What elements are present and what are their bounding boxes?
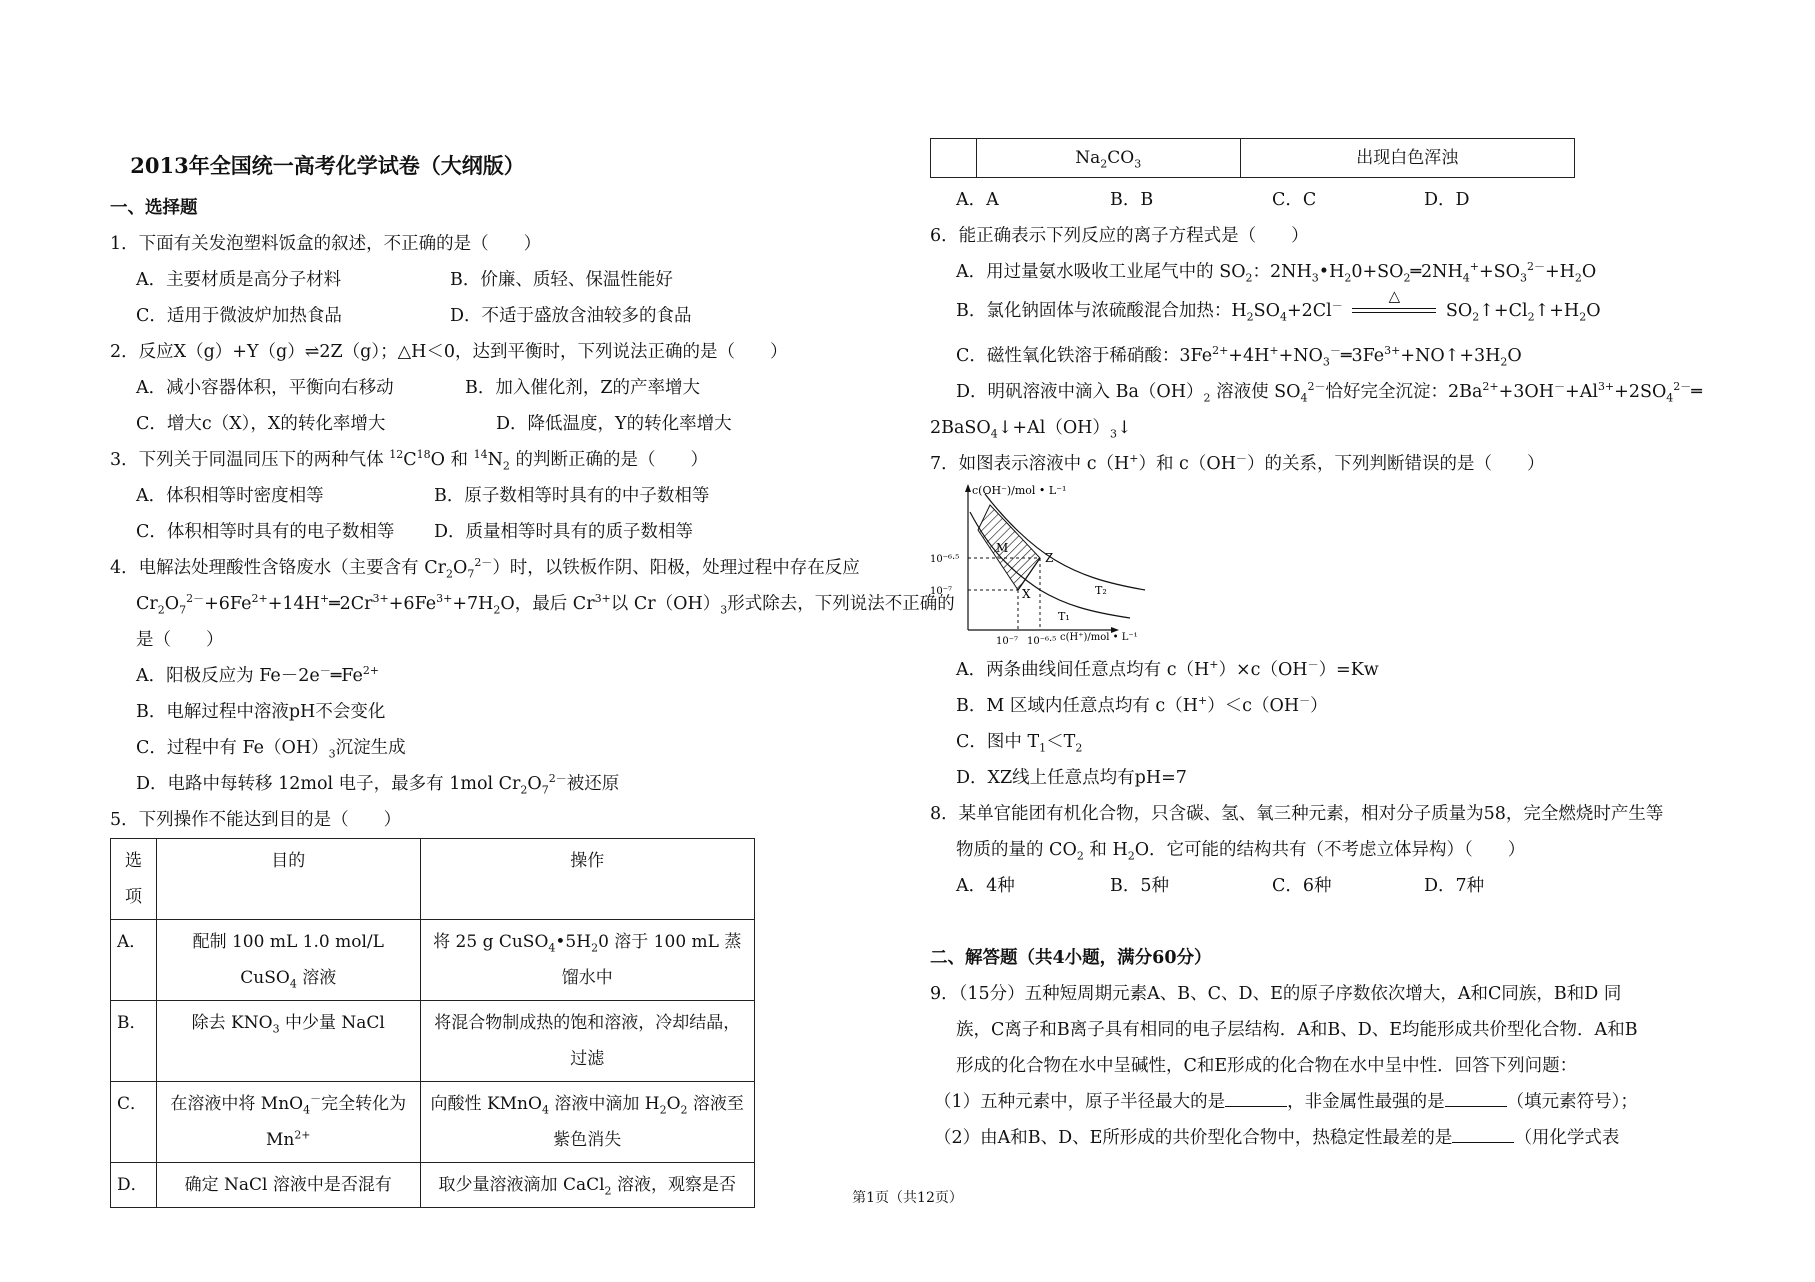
q8-line-2: 物质的量的 $CO_2$ 和 $H_2O$．它可能的结构共有（不考虑立体异构）（ ） bbox=[956, 840, 1526, 863]
q9-part-2-text-a: （2）由A和B、D、E所形成的共价型化合物中，热稳定性最差的是 bbox=[934, 1128, 1453, 1148]
answer-blank[interactable] bbox=[1225, 1092, 1287, 1107]
table-row bbox=[111, 920, 755, 1001]
graph-label-x: X bbox=[1022, 587, 1031, 601]
heating-condition: △ bbox=[1388, 286, 1401, 305]
q3-stem: 3．下列关于同温同压下的两种气体 $^{12}C^{18}O$ 和 $^{14}N_2$ 的判断正确的是（ ） bbox=[110, 448, 708, 473]
table-row bbox=[931, 139, 1575, 178]
q6-option-a: A．用过量氨水吸收工业尾气中的 $SO_2$：$2NH_3•H_20+SO_2═2NH_4^++SO_3^{2-}+H_2O$ bbox=[956, 260, 1597, 285]
row-operation: 将混合物制成热的饱和溶液，冷却结晶，过滤 bbox=[420, 1001, 755, 1082]
region-m bbox=[978, 505, 1040, 590]
q4-option-d: D．电路中每转移 12mol 电子，最多有 1mol $Cr_2O_7^{2-}$被还原 bbox=[136, 772, 620, 797]
graph-y1: 10⁻⁶·⁵ bbox=[930, 554, 960, 565]
q2-option-d: D．降低温度，Y的转化率增大 bbox=[496, 414, 732, 434]
graph-label-t2: T₂ bbox=[1095, 584, 1107, 597]
q1-option-a: A．主要材质是高分子材料 bbox=[136, 270, 342, 290]
q8-option-c: C．6种 bbox=[1272, 876, 1332, 896]
graph-x1: 10⁻⁷ bbox=[996, 636, 1019, 647]
graph-label-z: Z bbox=[1045, 551, 1054, 565]
row-purpose: $Na_2CO_3$ bbox=[976, 139, 1240, 178]
q7-option-d: D．XZ线上任意点均有pH=7 bbox=[956, 768, 1187, 788]
q3-option-a: A．体积相等时密度相等 bbox=[136, 486, 324, 506]
q8-line-1: 8．某单官能团有机化合物，只含碳、氢、氧三种元素，相对分子质量为58，完全燃烧时产生等 bbox=[930, 804, 1664, 824]
q9-part-1-text-a: （1）五种元素中，原子半径最大的是 bbox=[934, 1092, 1226, 1112]
q7-stem: 7．如图表示溶液中 c（H+）和 c（OH－）的关系，下列判断错误的是（ ） bbox=[930, 452, 1545, 474]
header-operation: 操作 bbox=[420, 839, 755, 920]
q3-option-b: B．原子数相等时具有的中子数相等 bbox=[434, 486, 710, 506]
q6-option-c: C．磁性氧化铁溶于稀硝酸：$3Fe^{2+}+4H^++NO_3^-═3Fe^{3+}+NO↑+3H_2O$ bbox=[956, 344, 1522, 369]
q6-option-d: D．明矾溶液中滴入 $Ba(OH)_2$ 溶液使 $SO_4^{2-}$恰好完全沉淀：$2Ba^{2+}+3OH^-+Al^{3+}+2SO_4^{2-}═$ bbox=[956, 380, 1702, 405]
q5-option-c: C．C bbox=[1272, 190, 1317, 210]
q3-option-d: D．质量相等时具有的质子数相等 bbox=[434, 522, 694, 542]
q8-option-b: B．5种 bbox=[1110, 876, 1169, 896]
y-axis-arrow-icon bbox=[965, 484, 971, 492]
header-purpose: 目的 bbox=[156, 839, 420, 920]
table-row bbox=[111, 1082, 755, 1163]
q8-option-d: D．7种 bbox=[1424, 876, 1485, 896]
q2-option-c: C．增大c（X），X的转化率增大 bbox=[136, 414, 386, 434]
equals-sign-icon bbox=[1352, 308, 1436, 313]
row-label: D． bbox=[111, 1163, 157, 1208]
row-label: C． bbox=[111, 1082, 157, 1163]
q5-stem: 5．下列操作不能达到目的是（ ） bbox=[110, 810, 402, 830]
q1-option-d: D．不适于盛放含油较多的食品 bbox=[450, 306, 692, 326]
q4-option-a: A．阳极反应为 $Fe-2e^-═Fe^{2+}$ bbox=[136, 664, 380, 686]
header-option: 选项 bbox=[111, 839, 157, 920]
q4-option-b: B．电解过程中溶液pH不会变化 bbox=[136, 702, 386, 722]
row-operation: 取少量溶液滴加 CaCl$_2$ 溶液，观察是否 bbox=[420, 1163, 755, 1208]
graph-label-t1: T₁ bbox=[1058, 610, 1070, 623]
q1-option-b: B．价廉、质轻、保温性能好 bbox=[450, 270, 673, 290]
q6-option-b-right: $SO_2↑+Cl_2↑+H_2O$ bbox=[1445, 301, 1601, 324]
q5-option-a: A．A bbox=[956, 190, 999, 210]
q4-line-2: $Cr_2O_7^{2-}+6Fe^{2+}+14H^+═2Cr^{3+}+6Fe^{3+}+7H_2O$，最后 $Cr^{3+}$以 $Cr(OH)_3$形式除去，下列说法不正确的 bbox=[136, 592, 955, 617]
q2-option-b: B．加入催化剂，Z的产率增大 bbox=[465, 378, 701, 398]
q5-option-b: B．B bbox=[1110, 190, 1154, 210]
section-1-heading: 一、选择题 bbox=[110, 198, 198, 218]
table-row bbox=[111, 1001, 755, 1082]
q7-option-a: A．两条曲线间任意点均有 c（H+）×c（OH－）=Kw bbox=[956, 658, 1379, 680]
row-operation: 将 25 g $CuSO_4•5H_20$ 溶于 100 mL 蒸馏水中 bbox=[420, 920, 755, 1001]
q9-line-1: 9．（15分）五种短周期元素A、B、C、D、E的原子序数依次增大，A和C同族，B和D 同 bbox=[930, 984, 1622, 1004]
row-operation: 出现白色浑浊 bbox=[1240, 139, 1574, 178]
q6-stem: 6．能正确表示下列反应的离子方程式是（ ） bbox=[930, 226, 1309, 246]
graph-ylabel: c(OH⁻)/mol • L⁻¹ bbox=[972, 484, 1067, 497]
q6-option-b bbox=[956, 286, 1601, 324]
q4-option-c: C．过程中有 $Fe(OH)_3$沉淀生成 bbox=[136, 738, 406, 761]
q9-line-3: 形成的化合物在水中呈碱性，C和E形成的化合物在水中呈中性．回答下列问题： bbox=[956, 1056, 1578, 1076]
q9-part-1-text-c: （填元素符号）； bbox=[1506, 1092, 1638, 1112]
q9-part-1 bbox=[934, 1088, 1638, 1113]
row-purpose: 除去 $KNO_3$ 中少量 NaCl bbox=[156, 1001, 420, 1082]
row-label: A． bbox=[111, 920, 157, 1001]
section-2-heading: 二、解答题（共4小题，满分60分） bbox=[930, 948, 1212, 968]
q7-graph bbox=[930, 480, 1190, 650]
q3-option-c: C．体积相等时具有的电子数相等 bbox=[136, 522, 395, 542]
q4-line-1: 4．电解法处理酸性含铬废水（主要含有 $Cr_2O_7^{2-}$）时，以铁板作阴、阳极，处理过程中存在反应 bbox=[110, 556, 860, 581]
row-purpose: 在溶液中将 MnO$_4$－完全转化为 $Mn^{2+}$ bbox=[156, 1082, 420, 1163]
row-purpose: 配制 100 mL 1.0 mol/L CuSO$_4$ 溶液 bbox=[156, 920, 420, 1001]
q9-part-1-text-b: ，非金属性最强的是 bbox=[1287, 1092, 1445, 1112]
q4-line-3: 是（ ） bbox=[136, 630, 224, 650]
q5-table-header bbox=[111, 839, 755, 920]
q5-table-continued bbox=[930, 138, 1575, 178]
graph-x2: 10⁻⁶·⁵ bbox=[1027, 636, 1057, 647]
q9-part-2-text-b: （用化学式表 bbox=[1514, 1128, 1620, 1148]
q5-option-d: D．D bbox=[1424, 190, 1470, 210]
q7-option-b: B．M 区域内任意点均有 c（H+）＜c（OH－） bbox=[956, 694, 1328, 716]
q5-table bbox=[110, 838, 755, 1208]
row-operation: 向酸性 KMnO$_4$ 溶液中滴加 $H_2O_2$ 溶液至紫色消失 bbox=[420, 1082, 755, 1163]
graph-y2: 10⁻⁷ bbox=[930, 586, 953, 597]
answer-blank[interactable] bbox=[1445, 1092, 1507, 1107]
heating-arrow bbox=[1348, 286, 1440, 321]
graph-label-m: M bbox=[996, 541, 1009, 555]
q6-option-d-cont: $2BaSO_4↓+Al(OH)_3↓$ bbox=[930, 418, 1132, 441]
row-label bbox=[931, 139, 977, 178]
q6-option-b-left: B．氯化钠固体与浓硫酸混合加热：$H_2SO_4+2Cl^-$ bbox=[956, 299, 1343, 324]
row-purpose: 确定 NaCl 溶液中是否混有 bbox=[156, 1163, 420, 1208]
q2-stem: 2．反应X（g）+Y（g）⇌2Z（g）；△H＜0，达到平衡时，下列说法正确的是（ ） bbox=[110, 342, 788, 362]
exam-title: 2013年全国统一高考化学试卷（大纲版） bbox=[130, 153, 525, 178]
q2-option-a: A．减小容器体积，平衡向右移动 bbox=[136, 378, 394, 398]
q1-option-c: C．适用于微波炉加热食品 bbox=[136, 306, 342, 326]
answer-blank[interactable] bbox=[1452, 1128, 1514, 1143]
q7-option-c: C．图中 $T_1<T_2$ bbox=[956, 732, 1083, 755]
q9-line-2: 族，C离子和B离子具有相同的电子层结构．A和B、D、E均能形成共价型化合物．A和B bbox=[956, 1020, 1638, 1040]
q8-option-a: A．4种 bbox=[956, 876, 1015, 896]
q1-stem: 1．下面有关发泡塑料饭盒的叙述，不正确的是（ ） bbox=[110, 234, 542, 254]
q9-part-2 bbox=[934, 1124, 1619, 1149]
row-label: B． bbox=[111, 1001, 157, 1082]
page-footer: 第1页（共12页） bbox=[852, 1190, 963, 1206]
graph-xlabel: c(H⁺)/mol • L⁻¹ bbox=[1060, 632, 1138, 643]
